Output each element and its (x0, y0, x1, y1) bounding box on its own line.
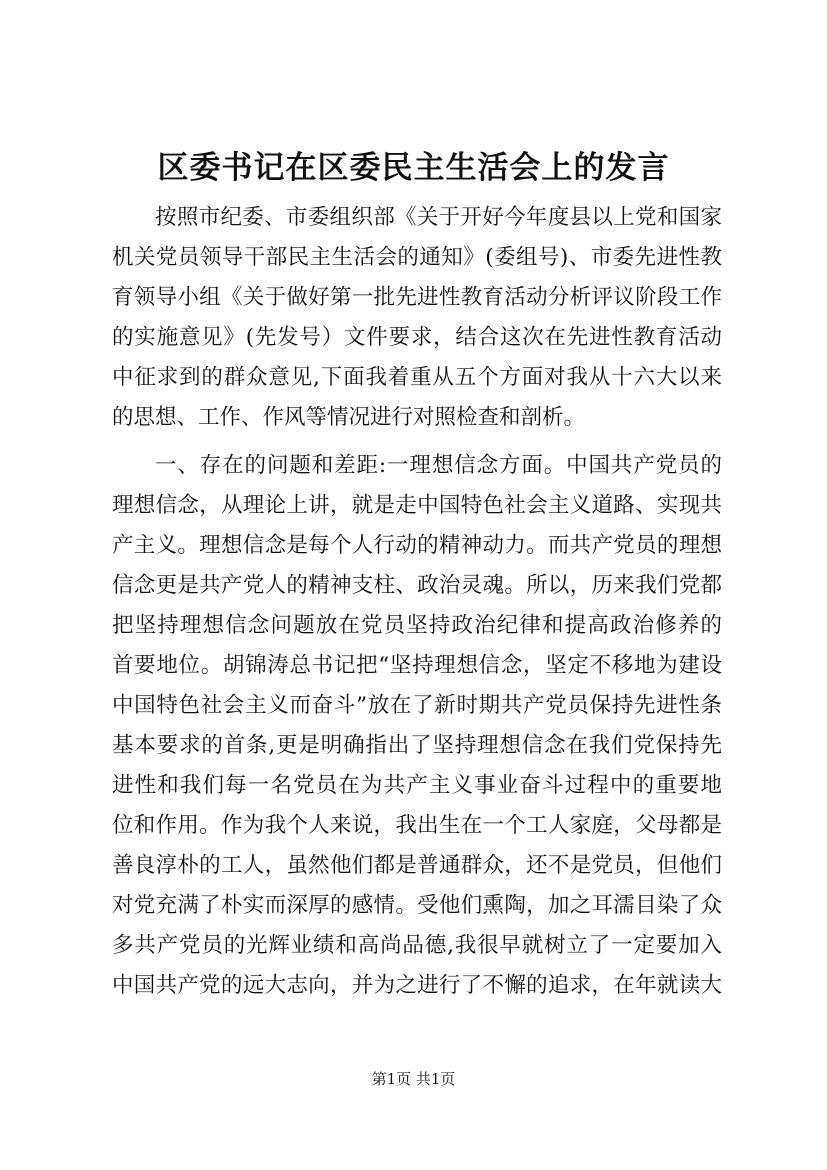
text-line: 育领导小组《关于做好第一批先进性教育活动分析评议阶段工作 (112, 285, 722, 310)
text-line: 中征求到的群众意见,下面我着重从五个方面对我从十六大以来 (112, 365, 722, 390)
text-line: 中国特色社会主义而奋斗”放在了新时期共产党员保持先进性条 (112, 693, 722, 718)
text-line: 机关党员领导干部民主生活会的通知》(委组号)、市委先进性教 (112, 245, 722, 270)
text-line: 一、存在的问题和差距:一理想信念方面。中国共产党员的 (155, 453, 722, 478)
text-line: 把坚持理想信念问题放在党员坚持政治纪律和提高政治修养的 (112, 613, 722, 638)
text-line: 多共产党员的光辉业绩和高尚品德,我很早就树立了一定要加入 (112, 933, 722, 958)
text-line: 按照市纪委、市委组织部《关于开好今年度县以上党和国家 (155, 205, 722, 230)
text-line: 位和作用。作为我个人来说，我出生在一个工人家庭，父母都是 (112, 813, 722, 838)
text-line: 产主义。理想信念是每个人行动的精神动力。而共产党员的理想 (112, 533, 722, 558)
text-line: 首要地位。胡锦涛总书记把“坚持理想信念，坚定不移地为建设 (112, 653, 722, 678)
text-line: 的实施意见》(先发号）文件要求，结合这次在先进性教育活动 (112, 325, 722, 350)
document-title: 区委书记在区委民主生活会上的发言 (157, 150, 670, 186)
text-line: 中国共产党的远大志向，并为之进行了不懈的追求，在年就读大 (112, 973, 722, 998)
text-line: 基本要求的首条,更是明确指出了坚持理想信念在我们党保持先 (112, 733, 722, 758)
text-line: 对党充满了朴实而深厚的感情。受他们熏陶，加之耳濡目染了众 (112, 893, 722, 918)
text-line: 进性和我们每一名党员在为共产主义事业奋斗过程中的重要地 (112, 773, 722, 798)
text-line: 善良淳朴的工人，虽然他们都是普通群众，还不是党员，但他们 (112, 853, 722, 878)
page-footer: 第1页 共1页 (371, 1070, 456, 1088)
text-line: 的思想、工作、作风等情况进行对照检查和剖析。 (112, 405, 586, 430)
text-line: 理想信念，从理论上讲，就是走中国特色社会主义道路、实现共 (112, 493, 722, 518)
text-line: 信念更是共产党人的精神支柱、政治灵魂。所以，历来我们党都 (112, 573, 722, 598)
